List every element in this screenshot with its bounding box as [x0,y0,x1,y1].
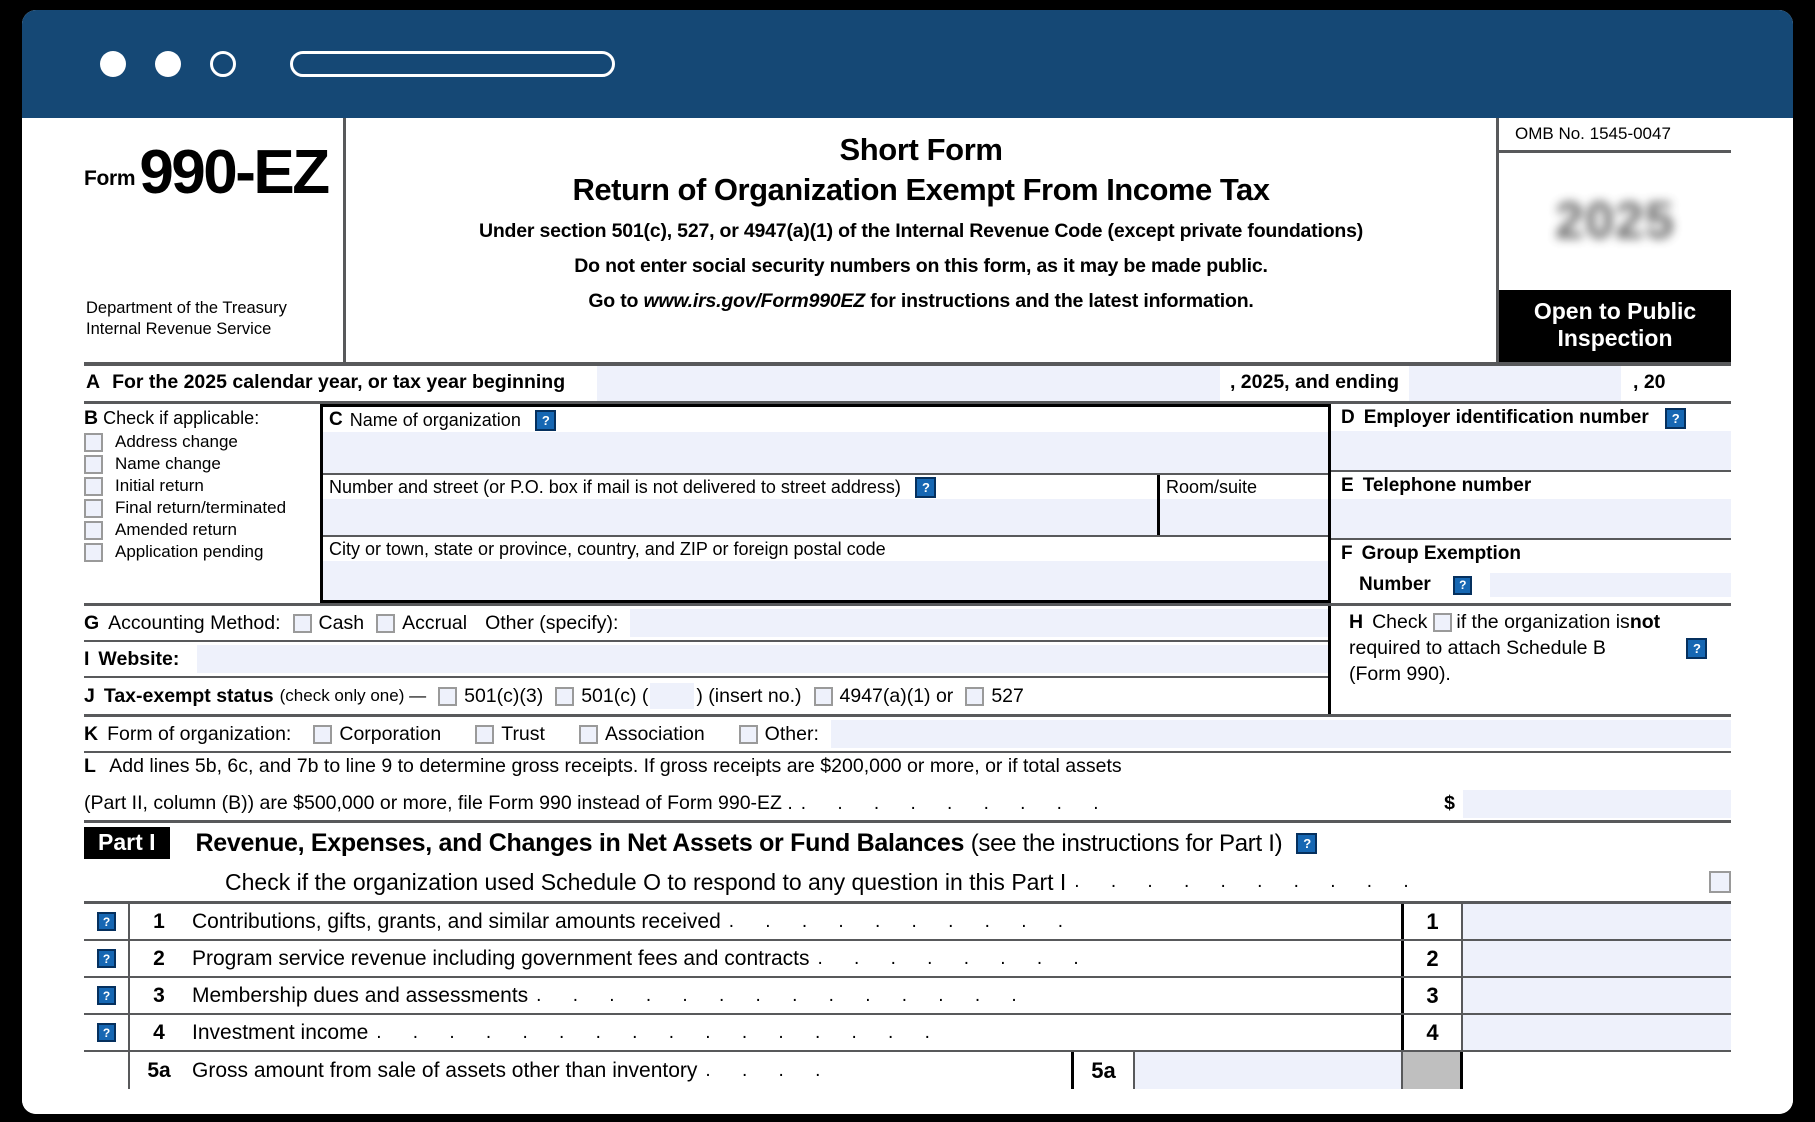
line-5a-box-number: 5a [1071,1052,1133,1089]
line-3-amount-input[interactable] [1463,978,1731,1013]
city-input[interactable] [323,561,1328,600]
section-g-accounting-method [84,606,1328,642]
checkbox-row-name-change[interactable] [84,454,320,474]
gross-receipts-input[interactable] [1463,790,1731,818]
street-input[interactable] [323,499,1157,535]
org-name-label: Name of organization [349,409,521,430]
row-a-label: For the 2025 calendar year, or tax year beginning [112,371,566,393]
city-label-row [323,537,1328,561]
line-3-box-number: 3 [1401,978,1463,1013]
tax-year-end-input[interactable] [1409,366,1621,401]
ein-label: Employer identification number [1363,407,1649,428]
checkbox-501c[interactable] [555,687,574,706]
browser-window [22,10,1793,1114]
checkbox-schedule-b-not-required[interactable] [1433,613,1452,632]
city-cell [323,537,1328,600]
label-other-specify: Other (specify): [485,611,619,634]
window-minimize-dot[interactable] [155,51,181,77]
label-501c3: 501(c)(3) [464,684,544,707]
line-1-description-cell [188,904,1401,939]
section-h-line2-text: required to attach Schedule B [1349,636,1606,659]
line-2-description: Program service revenue including government fees and contracts [192,946,810,970]
label-4947a1: 4947(a)(1) or [839,684,954,707]
label-address-change: Address change [115,432,238,451]
line-5a-dot-leader: . . . . [705,1059,834,1081]
checkbox-initial-return[interactable] [84,477,103,496]
section-l-line1-text: Add lines 5b, 6c, and 7b to line 9 to determine gross receipts. If gross receipts are $200,000 or more, or if total assets [109,755,1122,777]
section-h-letter: H [1349,611,1364,633]
line-2-box-number: 2 [1401,941,1463,976]
part-1-title [196,829,1283,858]
line-2-help-cell [84,941,130,976]
section-l-dollar-sign: $ [1444,792,1455,814]
label-name-change: Name change [115,454,221,473]
line-4-description: Investment income [192,1020,369,1044]
section-g-letter: G [84,611,100,634]
form-subtitle-section: Under section 501(c), 527, or 4947(a)(1) of the Internal Revenue Code (except private foundations) [478,220,1364,242]
label-other-organization: Other: [764,722,819,745]
help-question-icon-schedule-b[interactable]: ? [1686,638,1707,659]
group-exemption-label-line1: Group Exemption [1361,543,1522,564]
section-l-dot-leader: . . . . . . . . . [800,792,1112,814]
checkbox-cash[interactable] [293,614,312,633]
section-b-heading-text: Check if applicable: [103,408,260,428]
section-l-line2-text: (Part II, column (B)) are $500,000 or more, file Form 990 instead of Form 990-EZ . [84,792,793,814]
section-h-line-3: (Form 990). [1349,662,1451,685]
form-of-organization-label: Form of organization: [107,722,292,745]
browser-chrome-bar [22,10,1793,118]
section-f-group-exemption [1331,540,1731,603]
section-def-column [1331,404,1731,603]
checkbox-trust[interactable] [475,725,494,744]
room-suite-label: Room/suite [1166,477,1258,497]
label-initial-return: Initial return [115,476,204,495]
line-3-dot-leader: . . . . . . . . . . . . . . [536,984,1030,1006]
help-question-icon-group-exemption[interactable]: ? [1453,576,1472,595]
checkbox-4947a1[interactable] [814,687,833,706]
line-2-number: 2 [153,946,165,970]
group-exemption-label-row [1331,540,1731,567]
line-5a-description: Gross amount from sale of assets other than inventory [192,1058,698,1082]
checkbox-final-return-terminated[interactable] [84,499,103,518]
label-trust: Trust [501,722,545,745]
section-l-line-1 [84,753,1731,787]
schedule-o-dot-leader: . . . . . . . . . . [1074,871,1422,892]
line-3-help-cell [84,978,130,1013]
help-question-icon-org-name[interactable]: ? [535,410,556,431]
checkbox-row-amended-return[interactable] [84,520,320,540]
group-exemption-input[interactable] [1490,573,1731,597]
short-form-heading: Short Form [839,132,1003,167]
line-5a-shaded-cell [1401,1052,1463,1089]
table-row [84,978,1731,1015]
line-5a-number: 5a [147,1058,171,1082]
telephone-label-row [1331,472,1731,499]
irs-form-990ez-page [22,118,1793,1114]
help-question-icon-line-3[interactable]: ? [97,986,116,1005]
line-1-amount-input[interactable] [1463,904,1731,939]
section-e-letter: E [1341,475,1354,496]
part-1-header [84,823,1731,904]
department-line-1: Department of the Treasury [86,298,287,317]
line-5a-right-cell [1463,1052,1731,1089]
street-cell [323,475,1160,535]
label-application-pending: Application pending [115,542,264,561]
section-c-letter: C [329,409,343,430]
checkbox-accrual[interactable] [376,614,395,633]
form-subtitle-ssn-warning: Do not enter social security numbers on this form, as it may be made public. [574,255,1268,277]
row-a-letter: A [86,371,101,393]
ein-input[interactable] [1331,431,1731,470]
label-501c-suffix: ) (insert no.) [696,684,802,707]
section-i-letter: I [84,647,90,670]
form-word-label: Form [84,166,136,190]
section-b-heading [84,407,320,430]
telephone-input[interactable] [1331,499,1731,538]
tax-exempt-status-note: (check only one) — [279,686,427,705]
label-corporation: Corporation [339,722,442,745]
block-bcd [84,404,1731,606]
column-g-i-j [84,606,1331,714]
line-3-description: Membership dues and assessments [192,983,529,1007]
goto-suffix: for instructions and the latest information. [865,290,1254,312]
room-suite-input[interactable] [1160,499,1328,535]
schedule-o-check-text: Check if the organization used Schedule O to respond to any question in this Part I [225,868,1067,895]
table-row [84,1052,1731,1089]
open-to-public-line-2: Inspection [1557,324,1673,351]
accounting-method-other-input[interactable] [630,609,1328,637]
checkbox-association[interactable] [579,725,598,744]
label-association: Association [604,722,705,745]
checkbox-corporation[interactable] [313,725,332,744]
omb-number: OMB No. 1545-0047 [1499,118,1731,153]
section-l-letter: L [84,755,96,777]
line-5a-description-cell [188,1052,1071,1089]
open-to-public-badge [1499,290,1731,362]
window-close-dot[interactable] [100,51,126,77]
website-input[interactable] [197,645,1328,673]
section-l-line-2 [84,787,1731,823]
section-d-letter: D [1341,407,1355,428]
line-1-box-number: 1 [1401,904,1463,939]
section-d-ein [1331,404,1731,472]
part-1-title-row [84,823,1731,863]
checkbox-address-change[interactable] [84,433,103,452]
department-line-2: Internal Revenue Service [86,319,272,338]
section-h-schedule-b [1331,606,1731,714]
part-1-schedule-o-row [84,863,1731,901]
table-row [84,1015,1731,1052]
label-final-return-terminated: Final return/terminated [115,498,287,517]
section-k-letter: K [84,722,99,745]
checkbox-application-pending[interactable] [84,543,103,562]
window-maximize-dot[interactable] [210,51,236,77]
label-501c: 501(c) ( [581,684,649,707]
group-exemption-number-row [1331,567,1731,603]
block-g-i-j-h [84,606,1731,717]
room-suite-label-row [1160,475,1328,499]
help-question-icon-line-2[interactable]: ? [97,949,116,968]
row-a-tax-year [84,366,1731,404]
section-b-letter: B [84,407,99,429]
checkbox-schedule-o[interactable] [1709,871,1731,893]
line-1-description: Contributions, gifts, grants, and similar amounts received [192,909,721,933]
accounting-method-label: Accounting Method: [108,611,281,634]
ein-label-row [1331,404,1731,431]
line-2-description-cell [188,941,1401,976]
help-question-icon-part-1[interactable]: ? [1296,833,1317,854]
line-4-box-number: 4 [1401,1015,1463,1050]
line-3-number: 3 [153,983,165,1007]
section-h-check-word: Check [1372,611,1428,633]
line-4-number: 4 [153,1020,165,1044]
label-amended-return: Amended return [115,520,237,539]
section-b-check-if-applicable [84,404,320,603]
other-organization-input[interactable] [831,720,1731,748]
line-5a-amount-input[interactable] [1133,1052,1401,1089]
section-f-letter: F [1341,543,1353,564]
line-4-help-cell [84,1015,130,1050]
revenue-lines-table [84,904,1731,1089]
org-name-label-row [323,407,1328,432]
city-label: City or town, state or province, country, and ZIP or foreign postal code [329,539,886,559]
row-a-middle-text: , 2025, and ending [1229,371,1399,393]
form-subtitle-url-line [346,290,1496,313]
line-2-dot-leader: . . . . . . . . [817,947,1092,969]
section-h-not-emphasis: not [1629,611,1661,633]
open-to-public-line-1: Open to Public [1533,297,1697,324]
help-question-icon-line-4[interactable]: ? [97,1023,116,1042]
checkbox-row-final-return[interactable] [84,498,320,518]
org-name-input[interactable] [323,432,1328,473]
section-c-organization-info [320,404,1331,603]
checkbox-amended-return[interactable] [84,521,103,540]
section-k-form-of-organization [84,717,1731,753]
help-question-icon-ein[interactable]: ? [1665,408,1686,429]
department-block [86,298,287,340]
section-e-telephone [1331,472,1731,540]
501c-insert-number-input[interactable] [650,683,694,709]
line-1-dot-leader: . . . . . . . . . . [728,910,1077,932]
checkbox-row-application-pending[interactable] [84,542,320,562]
section-h-line-1 [1349,610,1731,636]
table-row [84,904,1731,941]
tax-year-box [1499,153,1731,290]
omb-block [1499,118,1731,362]
form-number-label: 990-EZ [139,138,328,207]
tax-exempt-status-label: Tax-exempt status [103,684,274,707]
checkbox-name-change[interactable] [84,455,103,474]
street-room-row [323,475,1328,537]
form-main-title: Return of Organization Exempt From Income Tax [572,172,1270,207]
tax-year-value: 2025 [1555,192,1675,251]
line-5a-help-cell [84,1052,130,1089]
irs-url-link[interactable]: www.irs.gov/Form990EZ [643,290,866,312]
telephone-label: Telephone number [1362,475,1532,496]
checkbox-row-address-change[interactable] [84,432,320,452]
part-1-title-bold: Revenue, Expenses, and Changes in Net Assets or Fund Balances [195,828,965,857]
goto-prefix: Go to [588,290,644,312]
checkbox-501c3[interactable] [438,687,457,706]
line-1-help-cell [84,904,130,939]
group-exemption-label-line2: Number [1359,574,1431,595]
line-3-description-cell [188,978,1401,1013]
help-question-icon-street[interactable]: ? [915,477,936,498]
label-accrual: Accrual [402,611,468,634]
website-label: Website: [98,647,180,670]
row-a-end-text: , 20 [1633,371,1666,393]
address-bar[interactable] [290,51,615,77]
section-h-line-2 [1349,636,1731,662]
section-j-tax-exempt-status [84,678,1328,714]
form-header [84,118,1731,366]
section-j-letter: J [84,684,95,707]
street-label-row [323,475,1157,499]
line-4-amount-input[interactable] [1463,1015,1731,1050]
tax-year-begin-input[interactable] [597,366,1220,401]
table-row [84,941,1731,978]
section-i-website [84,642,1328,678]
form-identity-block [84,118,346,362]
line-4-dot-leader: . . . . . . . . . . . . . . . . [376,1021,943,1043]
label-cash: Cash [318,611,365,634]
help-question-icon-line-1[interactable]: ? [97,912,116,931]
line-4-description-cell [188,1015,1401,1050]
section-h-line1-text: if the organization is [1456,611,1630,633]
checkbox-527[interactable] [965,687,984,706]
part-1-title-note: (see the instructions for Part I) [970,829,1283,857]
part-1-tag: Part I [84,827,170,859]
street-label: Number and street (or P.O. box if mail is not delivered to street address) [329,477,901,497]
line-2-amount-input[interactable] [1463,941,1731,976]
checkbox-row-initial-return[interactable] [84,476,320,496]
form-title-block [346,118,1499,362]
line-1-number: 1 [153,909,165,933]
form-number-row [84,138,328,207]
label-527: 527 [991,684,1024,707]
checkbox-other-organization[interactable] [739,725,758,744]
org-name-cell [323,407,1328,475]
room-suite-cell [1160,475,1328,535]
